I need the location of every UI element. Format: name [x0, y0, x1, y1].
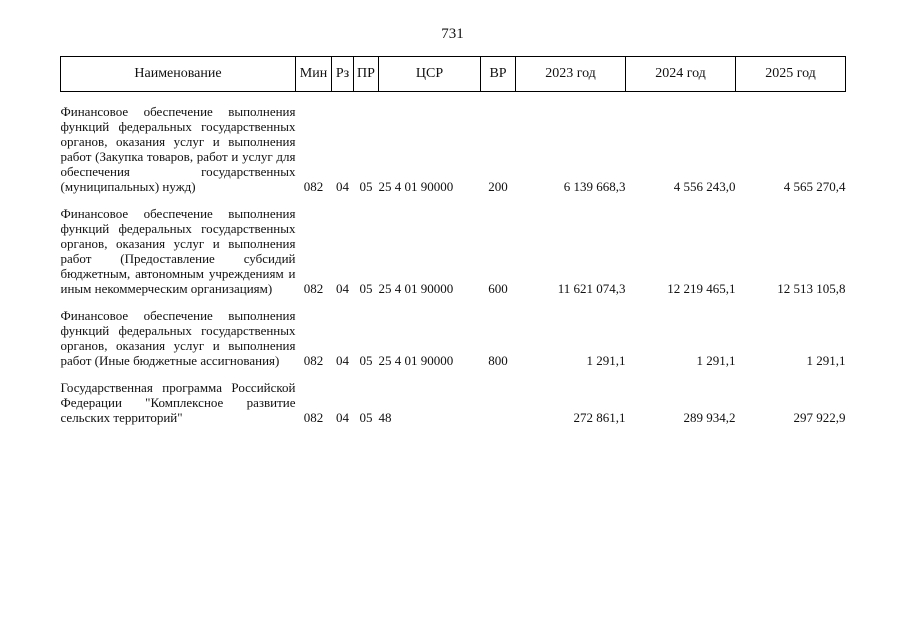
header-rz: Рз [332, 57, 354, 92]
header-min: Мин [296, 57, 332, 92]
table-row [61, 380, 846, 425]
row-name: Финансовое обеспечение выполнения функций федеральных государственных органов, оказания услуг и выполнения работ (Иные бюджетные ассигнования) [60, 308, 296, 368]
row-name: Финансовое обеспечение выполнения функций федеральных государственных органов, оказания услуг и выполнения работ (Предоставление субсидий бюджетным, автономным учреждениям и иным некоммерческим организациям) [60, 206, 296, 296]
header-pr: ПР [354, 57, 379, 92]
row-csr: 25 4 01 90000 [378, 281, 454, 296]
header-vr: ВР [481, 57, 516, 92]
table-header-row [61, 57, 846, 92]
page-number: 731 [441, 26, 464, 42]
table-row [61, 104, 846, 194]
row-csr: 25 4 01 90000 [378, 353, 454, 368]
row-2024: 289 934,2 [683, 410, 736, 425]
row-2024: 12 219 465,1 [667, 281, 736, 296]
row-min: 082 [303, 179, 324, 194]
row-min: 082 [303, 281, 324, 296]
row-rz: 04 [336, 179, 349, 194]
row-name: Финансовое обеспечение выполнения функций федеральных государственных органов, оказания услуг и выполнения работ (Закупка товаров, работ и услуг для обеспечения государственных (муниципальных) нужд) [60, 104, 296, 194]
row-2025: 4 565 270,4 [783, 179, 846, 194]
row-pr: 05 [359, 179, 373, 194]
header-2025: 2025 год [736, 57, 846, 92]
header-name: Наименование [61, 57, 296, 92]
row-name: Государственная программа Российской Федерации "Комплексное развитие сельских территорий" [60, 380, 296, 425]
row-2025: 297 922,9 [793, 410, 846, 425]
row-2023: 272 861,1 [573, 410, 626, 425]
row-2024: 1 291,1 [696, 353, 736, 368]
header-2023: 2023 год [516, 57, 626, 92]
row-2023: 11 621 074,3 [557, 281, 626, 296]
row-vr: 800 [488, 353, 508, 368]
row-pr: 05 [359, 410, 373, 425]
row-2024: 4 556 243,0 [673, 179, 736, 194]
row-pr: 05 [359, 281, 373, 296]
table-row [61, 206, 846, 296]
row-rz: 04 [336, 410, 349, 425]
row-rz: 04 [336, 281, 349, 296]
row-min: 082 [303, 353, 324, 368]
budget-table [60, 56, 846, 425]
row-vr [481, 380, 516, 425]
table-row [61, 308, 846, 368]
header-csr: ЦСР [379, 57, 481, 92]
row-2023: 1 291,1 [586, 353, 626, 368]
row-csr: 25 4 01 90000 [378, 179, 454, 194]
row-2023: 6 139 668,3 [563, 179, 626, 194]
row-rz: 04 [336, 353, 349, 368]
row-vr: 600 [488, 281, 508, 296]
header-2024: 2024 год [626, 57, 736, 92]
row-pr: 05 [359, 353, 373, 368]
row-min: 082 [303, 410, 324, 425]
row-csr: 48 [378, 410, 392, 425]
row-2025: 12 513 105,8 [777, 281, 846, 296]
row-2025: 1 291,1 [806, 353, 846, 368]
row-vr: 200 [488, 179, 508, 194]
